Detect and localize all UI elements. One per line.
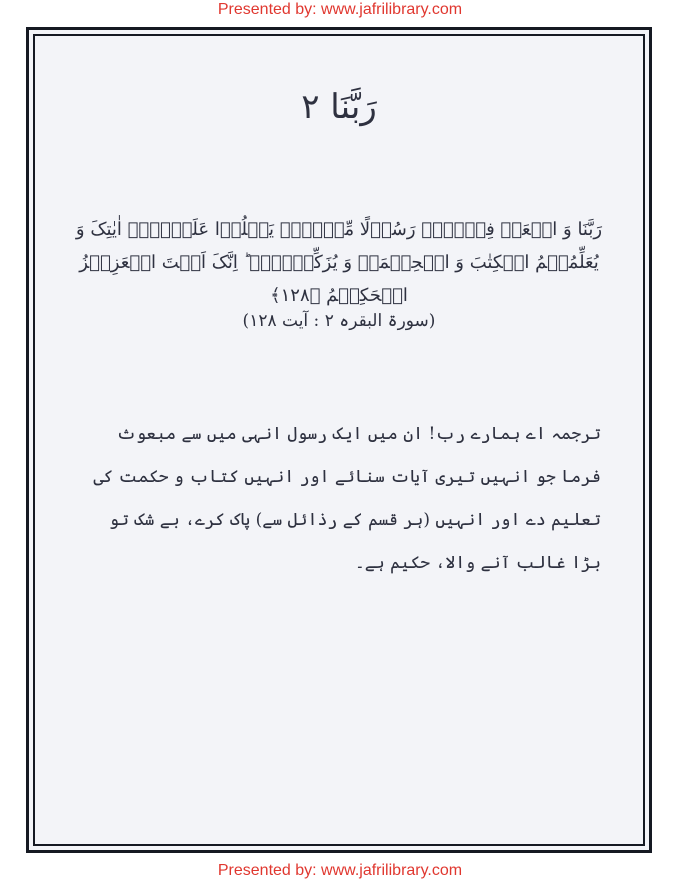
verse-translation: ترجمہ اے ہمارے رب! ان میں ایک رسول انہی میں سے مبعوث فرما جو انہیں تیری آیات سنائے اور انہیں کتاب و حکمت کی تعلیم دے اور انہیں (ہر قسم کے رذائل سے) پاک کرے، بے شک تو بڑا غالب آنے والا، حکیم ہے۔ (93, 424, 601, 573)
header-banner-link[interactable]: Presented by: www.jafrilibrary.com (217, 1, 463, 18)
page-title: رَبَّنَا ۲ (301, 87, 377, 127)
footer-banner-link[interactable]: Presented by: www.jafrilibrary.com (217, 862, 463, 879)
verse-reference: (سورۃ البقرہ ۲ : آیت ۱۲۸) (242, 311, 436, 331)
page-frame (26, 27, 652, 853)
quran-verse: رَبَّنَا وَ ابۡعَثۡ فِیۡہِمۡ رَسُوۡلًا مِّنۡہُمۡ یَتۡلُوۡا عَلَیۡہِمۡ اٰیٰتِکَ وَ یُعَلِّمُہُمُ الۡکِتٰبَ وَ الۡحِکۡمَۃَ وَ یُزَکِّیۡہِمۡ ؕ اِنَّکَ اَنۡتَ الۡعَزِیۡزُ الۡحَکِیۡمُ ﴿۱۲۸﴾ (75, 219, 603, 306)
